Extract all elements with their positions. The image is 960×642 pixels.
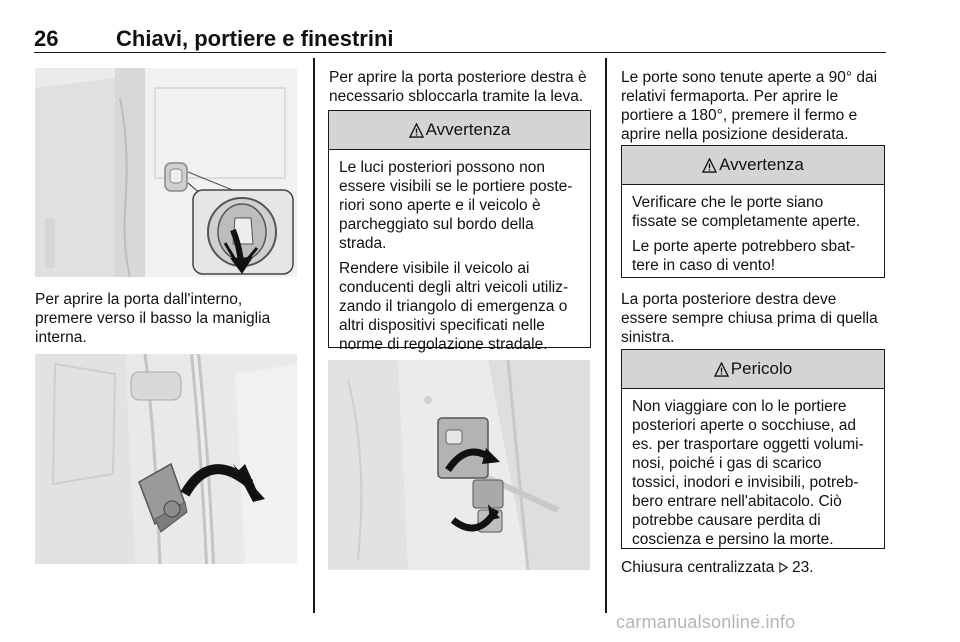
warning-title: Avvertenza — [425, 120, 511, 139]
column-divider — [605, 58, 607, 613]
figure-door-handle — [35, 354, 297, 564]
page-number: 26 — [34, 26, 59, 51]
paragraph-open-from-inside: Per aprire la porta dall'interno, premere verso il basso la maniglia interna. — [35, 291, 271, 346]
figure-door-stop — [328, 360, 590, 570]
danger-body — [622, 389, 884, 549]
chapter-title: Chiavi, portiere e finestrini — [116, 26, 394, 51]
danger-title: Pericolo — [730, 359, 793, 378]
warning-text: Le porte aperte potrebbero sbat- tere in caso di vento! — [632, 238, 856, 274]
warning-triangle-icon — [702, 158, 717, 173]
watermark: carmanualsonline.info — [616, 612, 796, 632]
cross-reference-text: Chiusura centralizzata — [621, 559, 775, 576]
warning-text: Verificare che le porte siano fissate se completamente aperte. — [632, 194, 861, 230]
cross-reference — [621, 558, 891, 577]
warning-text: Rendere visibile il veicolo ai conducenti degli altri veicoli utiliz- zando il triangolo di emergenza o altri dispositivi specificati nelle norme di regolazione stradale. — [339, 260, 569, 353]
danger-box — [621, 349, 885, 549]
cross-reference-page[interactable]: 23. — [791, 559, 814, 576]
page-reference-arrow-icon — [779, 562, 788, 573]
paragraph-unlock-lever: Per aprire la porta posteriore destra è necessario sbloccarla tramite la leva. — [329, 69, 587, 105]
danger-text: Non viaggiare con lo le portiere posteriori aperte o socchiuse, ad es. per trasportare oggetti volumi- nosi, poiché i gas di scarico tossici, inodori e invisibili, potreb- bero entrare nell'abitacolo. Ciò potrebbe causare perdita di coscienza e persino la morte. — [632, 398, 864, 548]
warning-title: Avvertenza — [719, 155, 804, 174]
column-divider — [313, 58, 315, 613]
warning-body — [622, 185, 884, 275]
danger-header — [622, 350, 884, 389]
paragraph-door-stops: Le porte sono tenute aperte a 90° dai relativi fermaporta. Per aprire le portiere a 180°, premere il fermo e aprire nella posizione desiderata. — [621, 69, 878, 143]
page-header — [34, 12, 886, 53]
warning-box-lights — [328, 110, 591, 353]
warning-text: Le luci posteriori possono non essere visibili se le portiere poste- riori sono aperte e il veicolo è parcheggiato sul bordo della strada. — [339, 159, 573, 252]
warning-triangle-icon — [714, 362, 729, 377]
paragraph-close-order: La porta posteriore destra deve essere sempre chiusa prima di quella sinistra. — [621, 291, 878, 346]
warning-header — [329, 111, 590, 150]
figure-door-lever — [35, 68, 297, 277]
warning-body — [329, 150, 590, 354]
warning-triangle-icon — [409, 123, 424, 138]
warning-box-doors-fixed — [621, 145, 885, 278]
warning-header — [622, 146, 884, 185]
